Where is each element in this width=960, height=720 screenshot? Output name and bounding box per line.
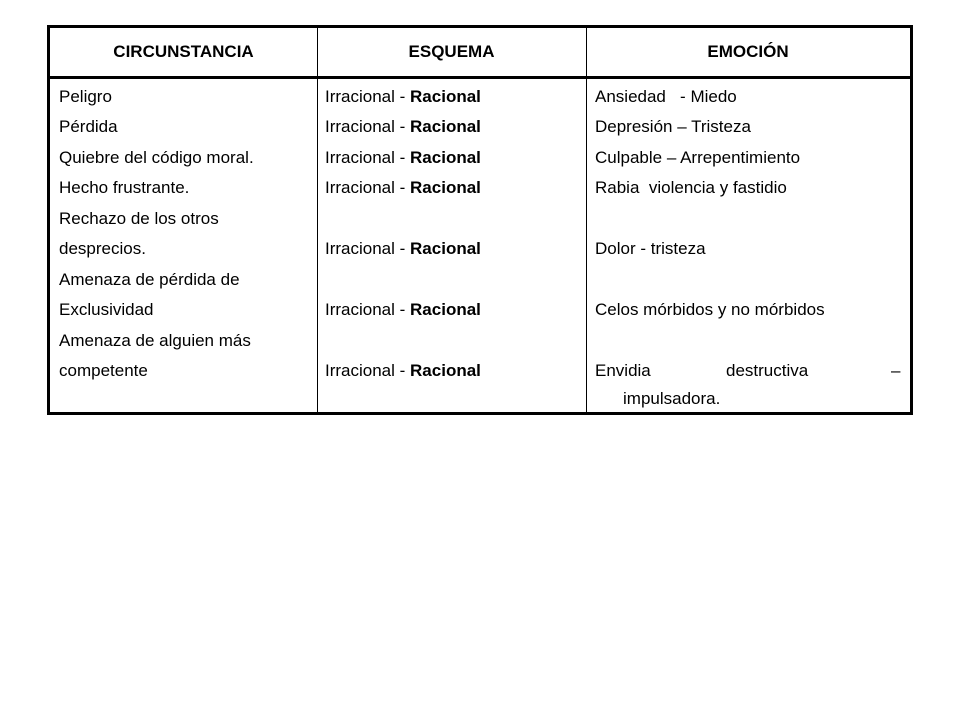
esquema-line: Irracional - Racional [325, 300, 481, 319]
circunstancia-line: Hecho frustrante. [59, 178, 190, 197]
header-circunstancia: CIRCUNSTANCIA [113, 42, 254, 61]
column-divider [586, 28, 587, 412]
circunstancia-line: Peligro [59, 87, 112, 106]
header-esquema: ESQUEMA [408, 42, 495, 61]
emocion-line-justified: – [891, 361, 901, 380]
circunstancia-line: Exclusividad [59, 300, 154, 319]
emocion-line: Dolor - tristeza [595, 239, 706, 258]
circunstancia-line: Quiebre del código moral. [59, 148, 254, 167]
emocion-line-justified: Envidia [595, 361, 651, 380]
esquema-line: Irracional - Racional [325, 239, 481, 258]
esquema-line: Irracional - Racional [325, 361, 481, 380]
esquema-line: Irracional - Racional [325, 87, 481, 106]
circunstancia-line: Pérdida [59, 117, 118, 136]
circunstancia-line: desprecios. [59, 239, 146, 258]
emocion-line-continuation: impulsadora. [623, 389, 721, 408]
circunstancia-line: competente [59, 361, 148, 380]
esquema-line: Irracional - Racional [325, 178, 481, 197]
column-divider [317, 28, 318, 412]
esquema-line: Irracional - Racional [325, 117, 481, 136]
esquema-line: Irracional - Racional [325, 148, 481, 167]
emocion-line-justified: destructiva [726, 361, 809, 380]
emocion-line: Culpable – Arrepentimiento [595, 148, 801, 167]
header-emocion: EMOCIÓN [707, 42, 789, 61]
header-divider [50, 76, 910, 79]
circunstancia-line: Rechazo de los otros [59, 209, 219, 228]
emocion-line: Depresión – Tristeza [595, 117, 751, 136]
circunstancia-line: Amenaza de alguien más [59, 331, 251, 350]
emocion-line: Celos mórbidos y no mórbidos [595, 300, 825, 319]
circunstancia-line: Amenaza de pérdida de [59, 270, 240, 289]
emocion-line: Rabia violencia y fastidio [595, 178, 787, 197]
emocion-line: Ansiedad - Miedo [595, 87, 737, 106]
